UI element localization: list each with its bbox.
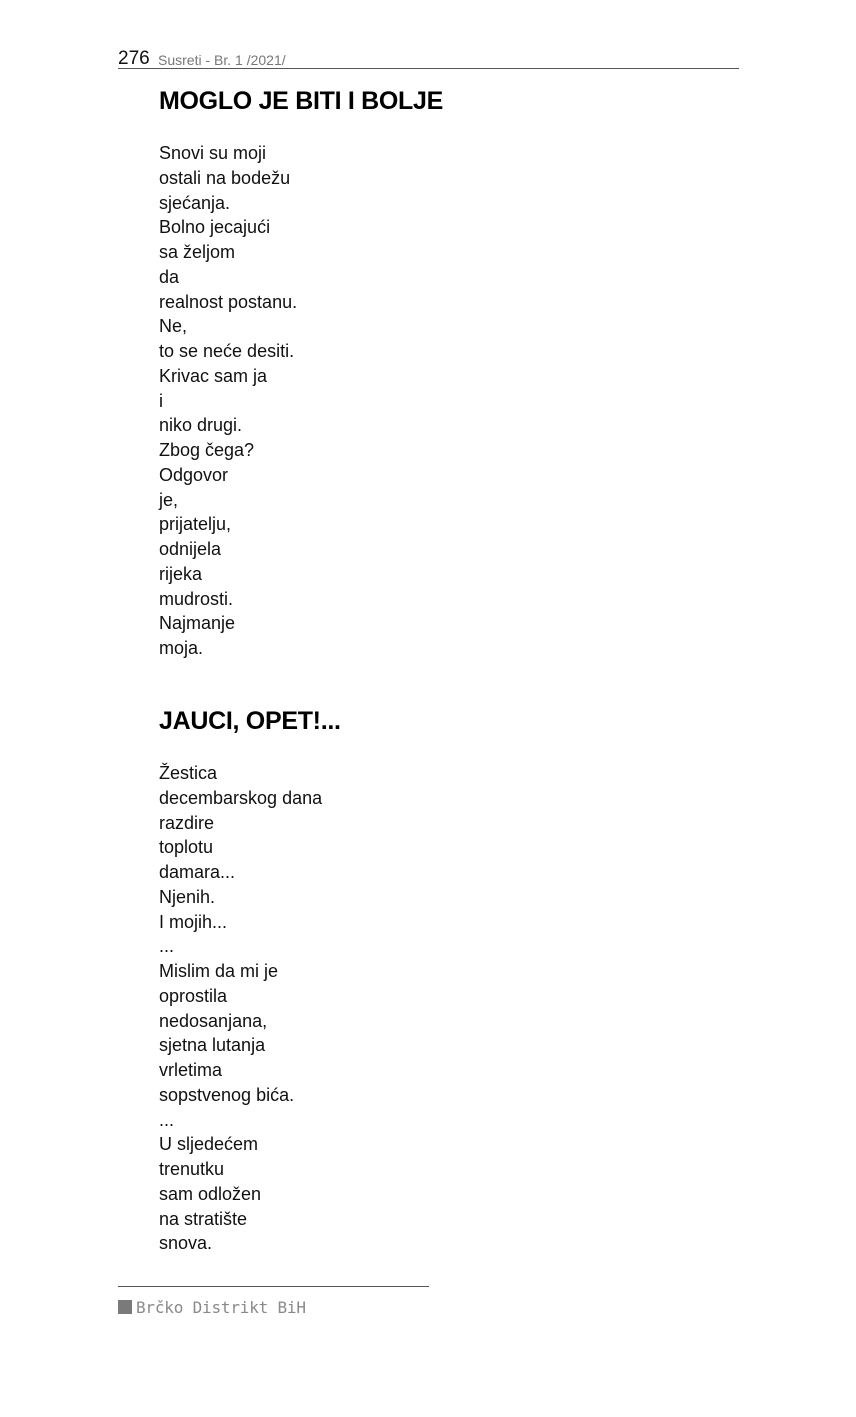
poem-line: sjetna lutanja [159,1035,266,1056]
poem-line: oprostila [159,985,228,1006]
poem-body [159,761,322,1256]
poem-line: Krivac sam ja [159,365,268,386]
poem-line: ostali na bodežu [159,167,291,188]
poem-line: je, [159,489,179,510]
poem-line: to se neće desiti. [159,341,295,361]
poem-line: Žestica [159,763,218,783]
poem-line: vrletima [159,1060,223,1080]
poem-line: moja. [159,638,204,658]
poem-line: Bolno jecajući [159,217,271,238]
poem-line: Njenih. [159,886,216,907]
poem-line: niko drugi. [159,415,243,436]
poem-line: na stratište [159,1208,248,1229]
footer-text: Brčko Distrikt BiH [136,1298,306,1317]
poem-line: damara... [159,862,236,882]
poem-line: Snovi su moji [159,143,267,163]
poem-line: Odgovor [159,464,229,485]
page-number: 276 [118,48,150,69]
journal-title: Susreti - Br. 1 /2021/ [158,52,286,68]
footer-divider [118,1286,429,1287]
poem-body [159,141,297,661]
poem-line: I mojih... [159,911,228,932]
poem-line: nedosanjana, [159,1010,268,1031]
poem-line: Zbog čega? [159,440,255,460]
poem-line: Mislim da mi je [159,961,279,981]
poem-line: toplotu [159,837,214,858]
poem-line: sa željom [159,242,236,262]
poem-line: i [159,390,163,411]
footer-square-icon [118,1300,132,1314]
running-head [118,48,739,69]
poem-line: decembarskog dana [159,787,323,808]
poem-line: razdire [159,812,215,833]
poem-title: MOGLO JE BITI I BOLJE [159,87,444,115]
poem-line: sam odložen [159,1183,262,1204]
poem-line: ... [159,1109,175,1130]
poem-line: U sljedećem [159,1134,259,1155]
poem-line: sjećanja. [159,192,231,213]
poem-line: realnost postanu. [159,291,298,312]
poem-line: odnijela [159,539,222,559]
poem-line: prijatelju, [159,514,232,535]
poem-line: rijeka [159,563,203,584]
poem-line: Ne, [159,316,188,337]
poem-line: mudrosti. [159,588,234,609]
poem-line: snova. [159,1233,213,1254]
poem-line: Najmanje [159,613,236,634]
poem-line: ... [159,936,175,957]
poem-line: sopstvenog bića. [159,1084,295,1105]
poem-line: trenutku [159,1159,225,1179]
poem-line: da [159,266,180,287]
poem-title: JAUCI, OPET!... [159,707,341,735]
